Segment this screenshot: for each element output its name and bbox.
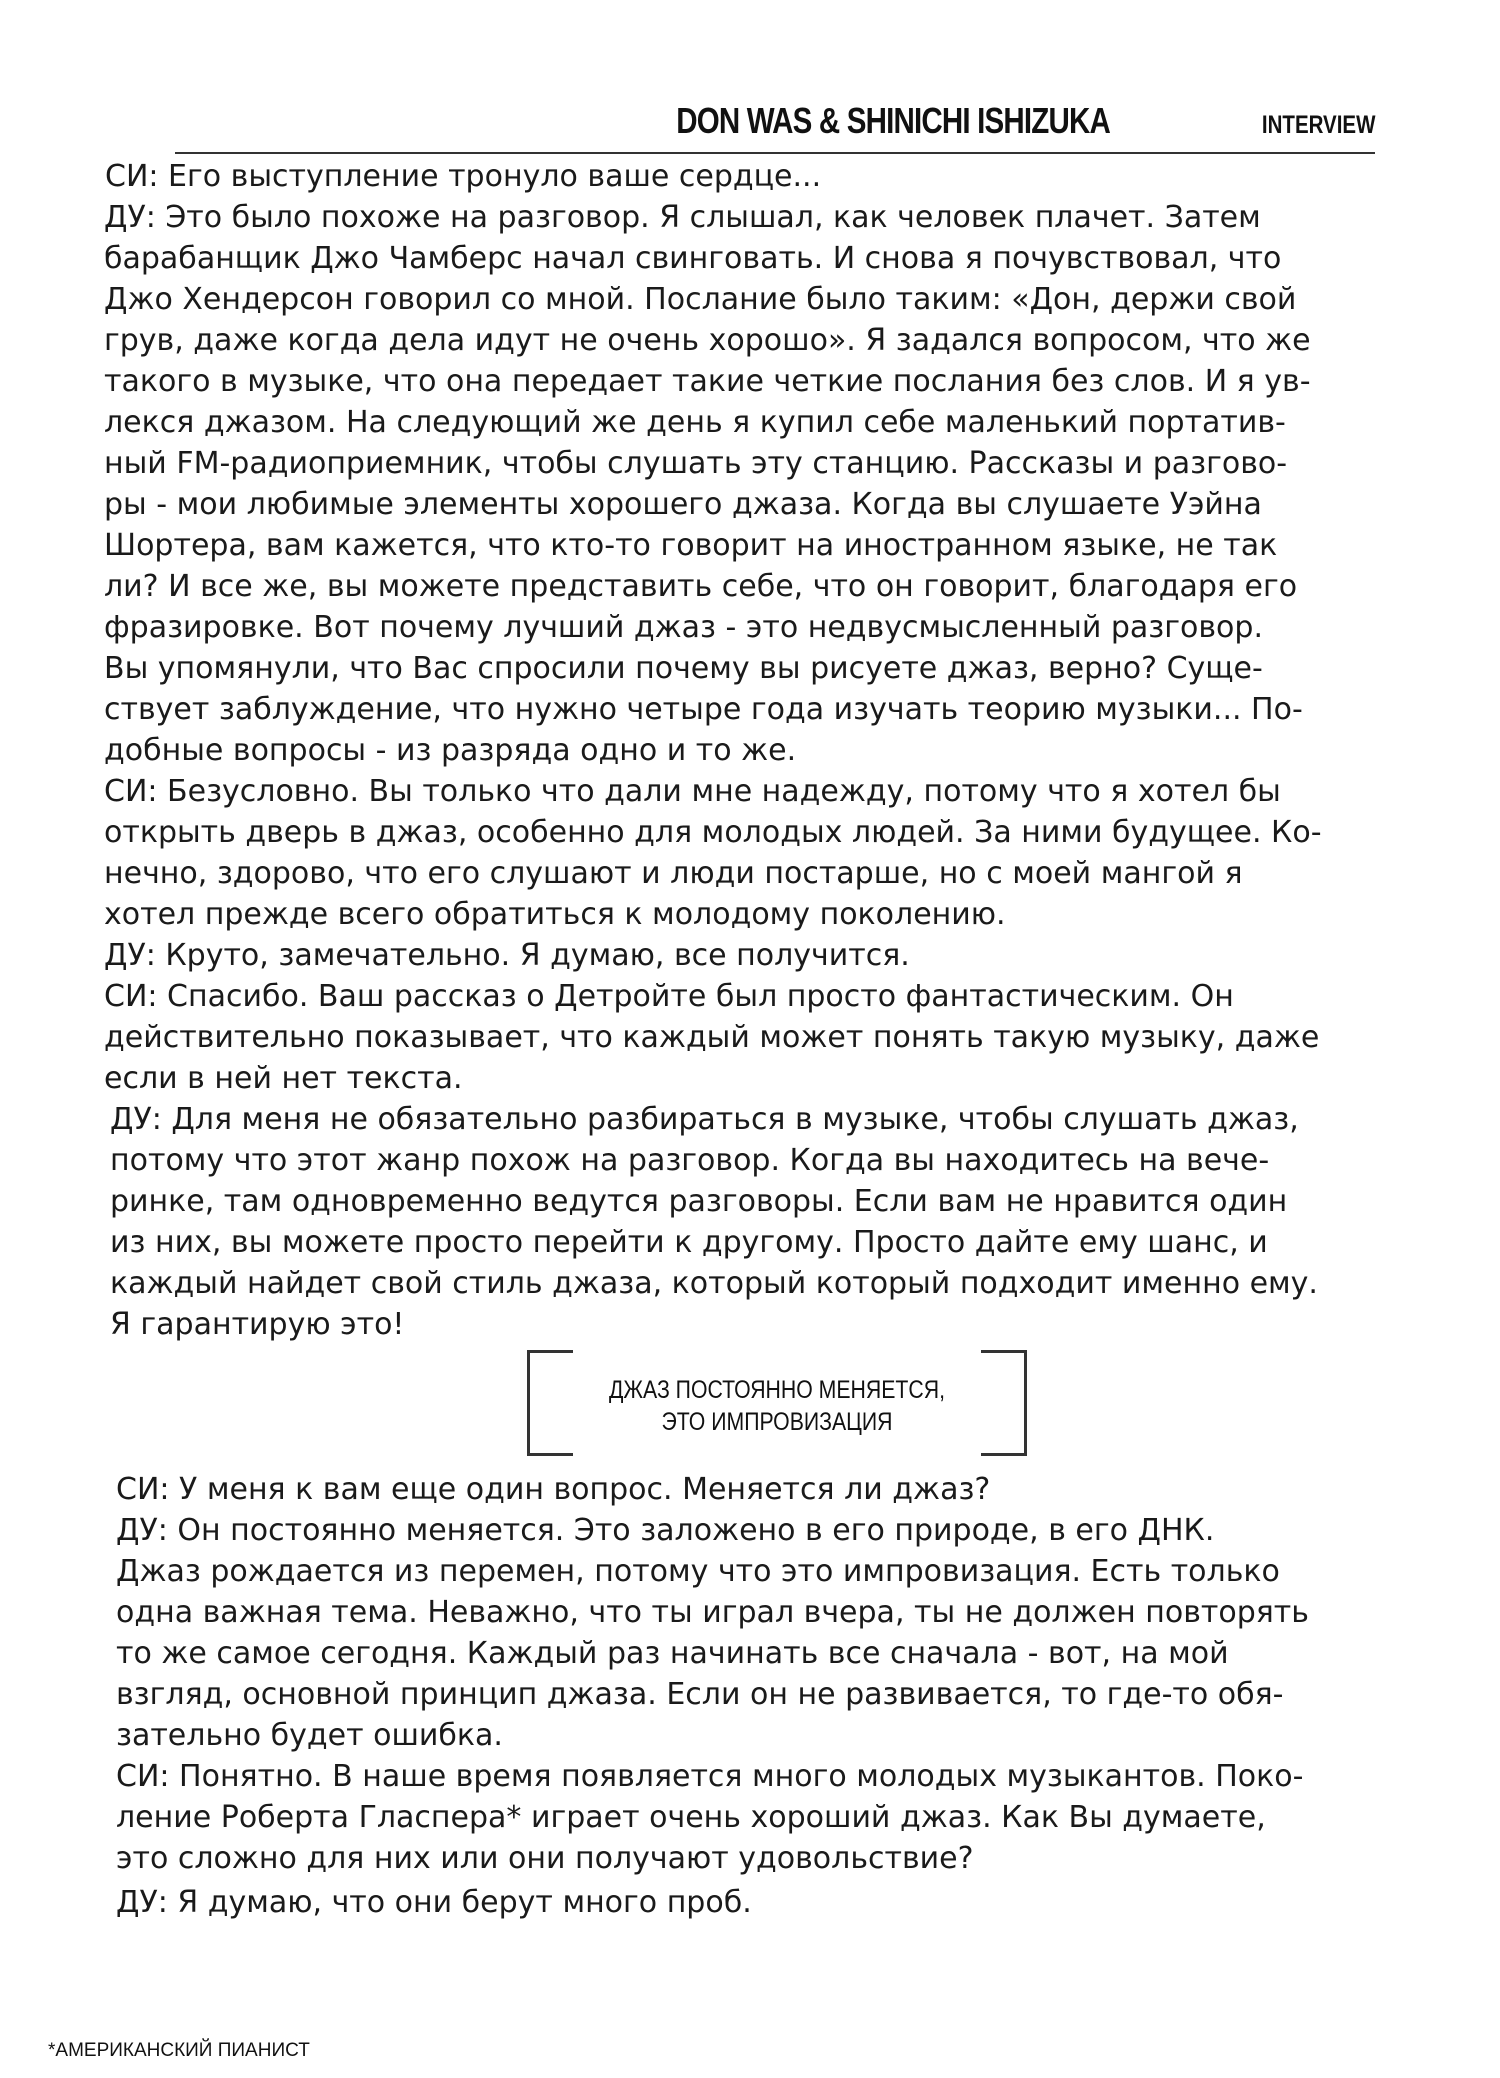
pull-quote-line: ЭТО ИМПРОВИЗАЦИЯ xyxy=(661,1408,893,1436)
text-line: СИ: Понятно. В наше время появляется много молодых музыкантов. Поко- xyxy=(116,1759,1304,1794)
pull-quote xyxy=(527,1350,1027,1456)
text-line: СИ: Спасибо. Ваш рассказ о Детройте был просто фантастическим. Он xyxy=(104,979,1234,1014)
text-line: одна важная тема. Неважно, что ты играл вчера, ты не должен повторять xyxy=(116,1595,1309,1630)
text-line: СИ: У меня к вам еще один вопрос. Меняется ли джаз? xyxy=(116,1472,991,1507)
header-title: DON WAS & SHINICHI ISHIZUKA xyxy=(676,100,1110,141)
pull-quote-text xyxy=(565,1374,990,1438)
paragraph xyxy=(104,935,910,976)
text-line: ствует заблуждение, что нужно четыре года изучать теорию музыки... По- xyxy=(104,692,1303,727)
text-line: СИ: Его выступление тронуло ваше сердце... xyxy=(105,159,822,194)
pull-quote-line: ДЖАЗ ПОСТОЯННО МЕНЯЕТСЯ, xyxy=(608,1376,946,1404)
text-line: Джо Хендерсон говорил со мной. Послание было таким: «Дон, держи свой xyxy=(104,282,1297,317)
footnote: *АМЕРИКАНСКИЙ ПИАНИСТ xyxy=(48,2040,310,2061)
paragraph xyxy=(116,1469,990,1510)
text-line: из них, вы можете просто перейти к другому. Просто дайте ему шанс, и xyxy=(110,1225,1268,1260)
text-line: Джаз рождается из перемен, потому что это импровизация. Есть только xyxy=(116,1554,1280,1589)
text-line: ринке, там одновременно ведутся разговоры. Если вам не нравится один xyxy=(110,1184,1288,1219)
text-line: нечно, здорово, что его слушают и люди постарше, но с моей мангой я xyxy=(104,856,1243,891)
text-line: ДУ: Круто, замечательно. Я думаю, все получится. xyxy=(104,938,910,973)
text-line: ДУ: Я думаю, что они берут много проб. xyxy=(116,1885,752,1920)
paragraph xyxy=(116,1882,752,1923)
text-line: открыть дверь в джаз, особенно для молодых людей. За ними будущее. Ко- xyxy=(104,815,1322,850)
header-subtitle: INTERVIEW xyxy=(1261,111,1375,139)
text-line: добные вопросы - из разряда одно и то же. xyxy=(104,733,797,768)
text-line: фразировке. Вот почему лучший джаз - это недвусмысленный разговор. xyxy=(104,610,1263,645)
paragraph xyxy=(104,197,1311,771)
text-line: потому что этот жанр похож на разговор. Когда вы находитесь на вече- xyxy=(110,1143,1270,1178)
text-line: ли? И все же, вы можете представить себе, что он говорит, благодаря его xyxy=(104,569,1298,604)
text-line: Шортера, вам кажется, что кто-то говорит на иностранном языке, не так xyxy=(104,528,1278,563)
text-line: если в ней нет текста. xyxy=(104,1061,463,1096)
text-line: это сложно для них или они получают удовольствие? xyxy=(116,1841,974,1876)
paragraph xyxy=(116,1756,1303,1879)
text-line: то же самое сегодня. Каждый раз начинать все сначала - вот, на мой xyxy=(116,1636,1229,1671)
paragraph xyxy=(116,1510,1309,1756)
text-line: зательно будет ошибка. xyxy=(116,1718,503,1753)
text-line: СИ: Безусловно. Вы только что дали мне надежду, потому что я хотел бы xyxy=(104,774,1281,809)
text-line: ление Роберта Гласпера* играет очень хороший джаз. Как Вы думаете, xyxy=(116,1800,1266,1835)
paragraph xyxy=(104,976,1319,1099)
text-line: ДУ: Он постоянно меняется. Это заложено в его природе, в его ДНК. xyxy=(116,1513,1215,1548)
text-line: ДУ: Это было похоже на разговор. Я слышал, как человек плачет. Затем xyxy=(104,200,1261,235)
text-line: ры - мои любимые элементы хорошего джаза. Когда вы слушаете Уэйна xyxy=(104,487,1262,522)
text-line: взгляд, основной принцип джаза. Если он не развивается, то где-то обя- xyxy=(116,1677,1284,1712)
text-line: Я гарантирую это! xyxy=(110,1307,405,1342)
text-line: ДУ: Для меня не обязательно разбираться в музыке, чтобы слушать джаз, xyxy=(110,1102,1299,1137)
text-line: каждый найдет свой стиль джаза, который который подходит именно ему. xyxy=(110,1266,1318,1301)
text-line: барабанщик Джо Чамберс начал свинговать. И снова я почувствовал, что xyxy=(104,241,1282,276)
page-header xyxy=(175,92,1375,154)
text-line: такого в музыке, что она передает такие четкие послания без слов. И я ув- xyxy=(104,364,1311,399)
paragraph xyxy=(104,771,1322,935)
text-line: лекся джазом. На следующий же день я купил себе маленький портатив- xyxy=(104,405,1286,440)
text-line: действительно показывает, что каждый может понять такую музыку, даже xyxy=(104,1020,1320,1055)
text-line: ный FM-радиоприемник, чтобы слушать эту станцию. Рассказы и разгово- xyxy=(104,446,1288,481)
text-line: грув, даже когда дела идут не очень хорошо». Я задался вопросом, что же xyxy=(104,323,1311,358)
paragraph xyxy=(110,1099,1318,1345)
text-line: Вы упомянули, что Вас спросили почему вы рисуете джаз, верно? Суще- xyxy=(104,651,1263,686)
text-line: хотел прежде всего обратиться к молодому поколению. xyxy=(104,897,1006,932)
paragraph xyxy=(105,156,821,197)
